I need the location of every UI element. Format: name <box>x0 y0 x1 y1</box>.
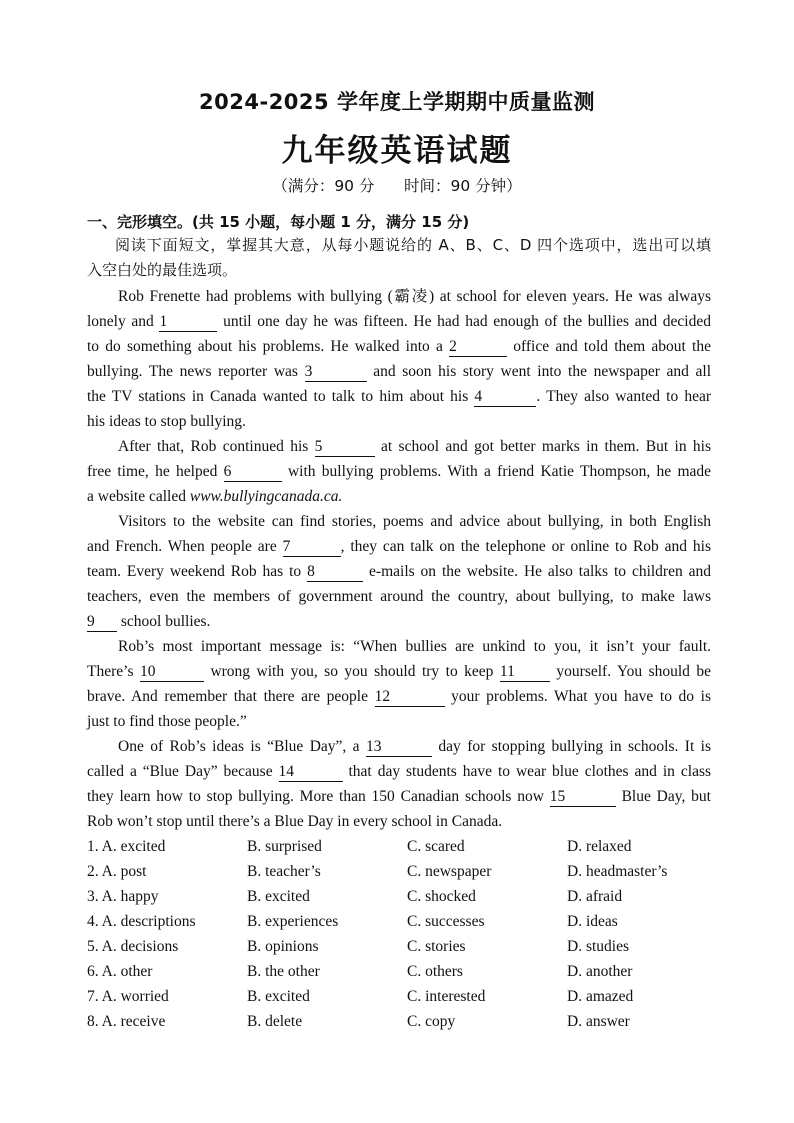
passage-line <box>87 384 711 409</box>
question-options <box>87 1009 707 1034</box>
blank-3: 3 <box>305 363 367 382</box>
option-c[interactable]: C. shocked <box>407 888 476 905</box>
passage-line <box>87 609 711 634</box>
option-b[interactable]: B. the other <box>247 963 320 980</box>
option-d[interactable]: D. afraid <box>567 888 623 905</box>
passage-text: There’s <box>87 663 134 680</box>
option-d[interactable]: D. amazed <box>567 988 634 1005</box>
option-b[interactable]: B. surprised <box>247 838 322 855</box>
blank-14: 14 <box>279 763 343 782</box>
passage-line <box>87 534 711 559</box>
passage-text: with bullying problems. With a friend Katie Thompson, he made <box>287 463 712 480</box>
passage-text: brave. And remember that there are people <box>87 688 368 705</box>
question-options <box>87 834 707 859</box>
passage-text: day for stopping bullying in schools. It is <box>438 738 712 755</box>
passage-text: , they can talk on the telephone or online to Rob and his <box>340 538 712 555</box>
option-a[interactable]: 8. A. receive <box>87 1013 166 1030</box>
option-d[interactable]: D. relaxed <box>567 838 632 855</box>
option-b[interactable]: B. opinions <box>247 938 319 955</box>
passage-text: . They also wanted to hear <box>536 388 712 405</box>
passage-line <box>87 309 711 334</box>
passage-line <box>87 359 711 384</box>
blank-4: 4 <box>474 388 536 407</box>
blank-11: 11 <box>500 663 550 682</box>
passage-line: just to find those people.” <box>87 713 247 730</box>
option-b[interactable]: B. excited <box>247 888 310 905</box>
blank-12: 12 <box>375 688 445 707</box>
instruction-line: 入空白处的最佳选项。 <box>87 261 238 279</box>
passage-text: and soon his story went into the newspaper and all <box>373 363 712 380</box>
option-d[interactable]: D. answer <box>567 1013 630 1030</box>
option-a[interactable]: 4. A. descriptions <box>87 913 196 930</box>
blank-13: 13 <box>366 738 432 757</box>
passage-text: a website called <box>87 488 186 505</box>
option-d[interactable]: D. another <box>567 963 633 980</box>
passage-text: called a “Blue Day” because <box>87 763 273 780</box>
passage-line: Rob won’t stop until there’s a Blue Day in every school in Canada. <box>87 813 503 830</box>
passage-line: Rob’s most important message is: “When bullies are unkind to you, it isn’t your fault. <box>118 638 711 655</box>
passage-line: Visitors to the website can find stories, poems and advice about bullying, in both English <box>118 513 711 530</box>
passage-text: Blue Day, but <box>621 788 711 805</box>
blank-1: 1 <box>159 313 217 332</box>
passage-line <box>118 434 711 459</box>
passage-text: office and told them about the <box>513 338 711 355</box>
passage-line <box>87 759 711 784</box>
passage-line <box>87 784 711 809</box>
passage-line: his ideas to stop bullying. <box>87 413 246 430</box>
passage-text: e-mails on the website. He also talks to children and <box>369 563 712 580</box>
option-c[interactable]: C. others <box>407 963 463 980</box>
passage-line <box>87 559 711 584</box>
passage-text: to do something about his problems. He walked into a <box>87 338 443 355</box>
exam-title: 九年级英语试题 <box>281 133 513 169</box>
question-options <box>87 884 707 909</box>
question-options <box>87 859 707 884</box>
option-a[interactable]: 1. A. excited <box>87 838 166 855</box>
blank-7: 7 <box>283 538 341 557</box>
option-a[interactable]: 7. A. worried <box>87 988 169 1005</box>
option-d[interactable]: D. headmaster’s <box>567 863 668 880</box>
passage-text: free time, he helped <box>87 463 218 480</box>
passage-text: your problems. What you have to do is <box>451 688 711 705</box>
passage-line <box>87 659 711 684</box>
passage-text: bullying. The news reporter was <box>87 363 298 380</box>
passage-text: After that, Rob continued his <box>118 438 309 455</box>
option-c[interactable]: C. scared <box>407 838 465 855</box>
passage-text: the TV stations in Canada wanted to talk to him about his <box>87 388 469 405</box>
option-c[interactable]: C. copy <box>407 1013 456 1030</box>
blank-2: 2 <box>449 338 507 357</box>
blank-9: 9 <box>87 613 117 632</box>
passage-line: Rob Frenette had problems with bullying (霸凌) at school for eleven years. He was always <box>118 288 711 305</box>
blank-6: 6 <box>224 463 282 482</box>
option-d[interactable]: D. ideas <box>567 913 618 930</box>
passage-text: One of Rob’s ideas is “Blue Day”, a <box>118 738 360 755</box>
passage-text: until one day he was fifteen. He had had enough of the bullies and decided <box>223 313 711 330</box>
option-c[interactable]: C. newspaper <box>407 863 492 880</box>
passage-text: at school and got better marks in them. But in his <box>381 438 712 455</box>
question-options <box>87 934 707 959</box>
passage-text: lonely and <box>87 313 154 330</box>
option-b[interactable]: B. experiences <box>247 913 339 930</box>
question-options <box>87 959 707 984</box>
passage-text: school bullies. <box>120 613 211 630</box>
website-url: www.bullyingcanada.ca. <box>189 488 343 505</box>
option-d[interactable]: D. studies <box>567 938 629 955</box>
exam-info: （满分：90 分 时间：90 分钟） <box>272 177 522 195</box>
option-c[interactable]: C. stories <box>407 938 466 955</box>
passage-line <box>87 684 711 709</box>
question-options <box>87 909 707 934</box>
instruction-line: 阅读下面短文，掌握其大意，从每小题说给的 A、B、C、D 四个选项中，选出可以填 <box>115 236 711 254</box>
option-a[interactable]: 6. A. other <box>87 963 153 980</box>
blank-15: 15 <box>550 788 616 807</box>
passage-line: teachers, even the members of government around the country, about bullying, to make laws <box>87 588 711 605</box>
option-b[interactable]: B. teacher’s <box>247 863 321 880</box>
passage-text: they learn how to stop bullying. More than 150 Canadian schools now <box>87 788 544 805</box>
option-c[interactable]: C. interested <box>407 988 486 1005</box>
section-heading: 一、完形填空。(共 15 小题，每小题 1 分，满分 15 分) <box>87 213 470 231</box>
passage-text: team. Every weekend Rob has to <box>87 563 302 580</box>
question-options <box>87 984 707 1009</box>
option-c[interactable]: C. successes <box>407 913 485 930</box>
passage-text: yourself. You should be <box>556 663 712 680</box>
passage-line <box>118 734 711 759</box>
exam-term-title: 2024-2025 学年度上学期期中质量监测 <box>199 90 595 114</box>
passage-text: and French. When people are <box>87 538 277 555</box>
blank-5: 5 <box>315 438 375 457</box>
option-b[interactable]: B. excited <box>247 988 310 1005</box>
option-a[interactable]: 2. A. post <box>87 863 147 880</box>
blank-10: 10 <box>140 663 204 682</box>
passage-text: wrong with you, so you should try to keep <box>210 663 494 680</box>
passage-text: that day students have to wear blue clothes and in class <box>348 763 712 780</box>
passage-line <box>87 459 711 484</box>
passage-line <box>87 484 711 509</box>
blank-8: 8 <box>307 563 363 582</box>
option-a[interactable]: 5. A. decisions <box>87 938 179 955</box>
option-b[interactable]: B. delete <box>247 1013 303 1030</box>
option-a[interactable]: 3. A. happy <box>87 888 159 905</box>
passage-line <box>87 334 711 359</box>
